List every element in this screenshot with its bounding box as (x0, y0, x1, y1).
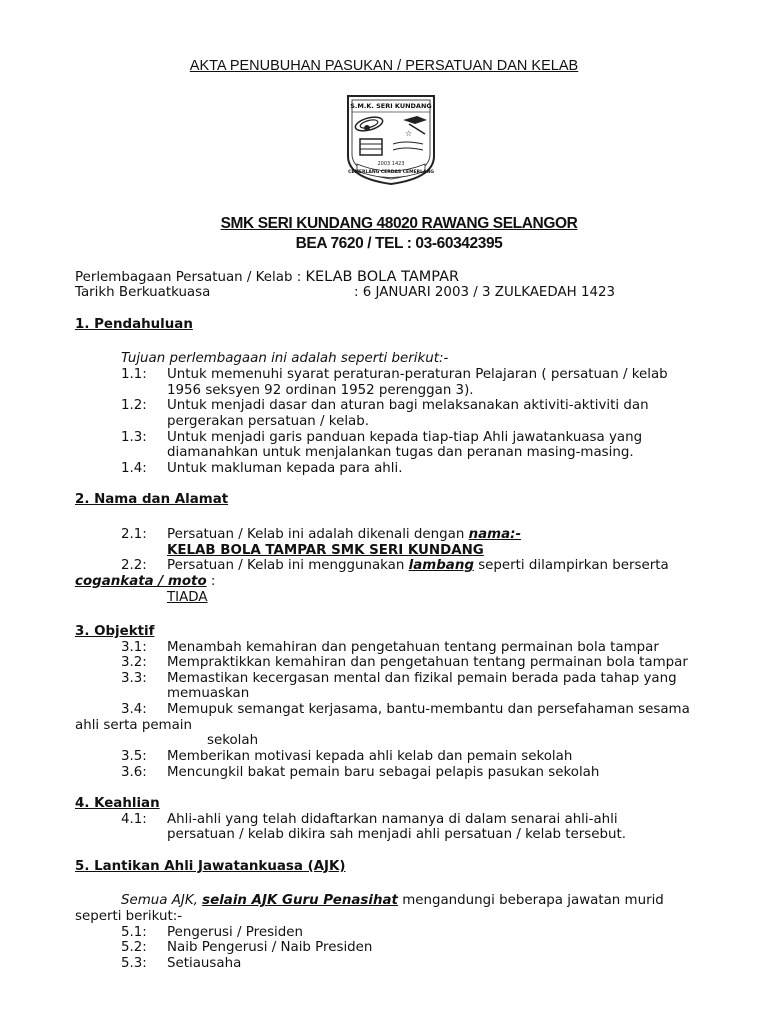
item-2-2-number: 2.2: (121, 558, 147, 573)
item-2-2-motto-row (75, 574, 215, 590)
section-5-intro-rest: mengandungi beberapa jawatan murid (397, 893, 664, 908)
section-5-intro (121, 893, 664, 909)
svg-text:☆: ☆ (405, 129, 413, 138)
item-3-3-number: 3.3: (121, 671, 147, 686)
section-5-heading: 5. Lantikan Ahli Jawatankuasa (AJK) (75, 859, 346, 874)
item-2-2-emphasis: lambang (408, 558, 474, 573)
item-1-4-line-1: Untuk makluman kepada para ahli. (167, 461, 403, 476)
section-4-heading: 4. Keahlian (75, 796, 160, 811)
section-1-intro: Tujuan perlembagaan ini adalah seperti berikut:- (121, 351, 449, 366)
item-3-3-text-wrap: memuaskan (167, 686, 250, 701)
school-code-tel-line: BEA 7620 / TEL : 03-60342395 (295, 235, 503, 252)
section-5-intro-lead: Semua AJK, (121, 893, 203, 908)
club-info-row (75, 269, 459, 286)
item-1-4-number: 1.4: (121, 461, 147, 476)
document-title: AKTA PENUBUHAN PASUKAN / PERSATUAN DAN KELAB (189, 58, 579, 74)
item-2-2-text (167, 558, 669, 574)
logo-ribbon-text: CEMERLANG CERDAS CEMERLANG (348, 170, 434, 175)
effective-date-label: Tarikh Berkuatkuasa (75, 285, 211, 300)
section-5-intro-emphasis: selain AJK Guru Penasihat (202, 893, 398, 908)
section-3-heading: 3. Objektif (75, 624, 155, 639)
item-3-5-text: Memberikan motivasi kepada ahli kelab dan pemain sekolah (167, 749, 573, 764)
item-5-2-number: 5.2: (121, 940, 147, 955)
section-5-intro-wrap: seperti berikut:- (75, 909, 183, 924)
item-4-1-line-1: Ahli-ahli yang telah didaftarkan namanya di dalam senarai ahli-ahli (167, 812, 618, 827)
item-1-2-line-1: Untuk menjadi dasar dan aturan bagi melaksanakan aktiviti-aktiviti dan (167, 398, 649, 413)
item-3-1-text: Menambah kemahiran dan pengetahuan tentang permainan bola tampar (167, 640, 659, 655)
item-3-4-text-wrap: ahli serta pemain (75, 718, 193, 733)
item-1-1-number: 1.1: (121, 367, 147, 382)
effective-date-value: : 6 JANUARI 2003 / 3 ZULKAEDAH 1423 (354, 285, 616, 300)
club-value: KELAB BOLA TAMPAR (305, 269, 460, 285)
club-label: Perlembagaan Persatuan / Kelab : (75, 270, 302, 285)
item-2-2-lead: Persatuan / Kelab ini menggunakan (167, 558, 409, 573)
item-4-1-number: 4.1: (121, 812, 147, 827)
item-1-3-line-2: diamanahkan untuk menjalankan tugas dan peranan masing-masing. (167, 445, 634, 460)
item-1-3-number: 1.3: (121, 430, 147, 445)
item-3-1-number: 3.1: (121, 640, 147, 655)
item-1-1-line-1: Untuk memenuhi syarat peraturan-peraturan Pelajaran ( persatuan / kelab (167, 367, 668, 382)
item-5-1-number: 5.1: (121, 925, 147, 940)
item-3-4-number: 3.4: (121, 702, 147, 717)
item-3-6-text: Mencungkil bakat pemain baru sebagai pelapis pasukan sekolah (167, 765, 600, 780)
item-3-2-text: Mempraktikkan kemahiran dan pengetahuan tentang permainan bola tampar (167, 655, 688, 670)
school-crest-logo (345, 94, 437, 186)
item-3-2-number: 3.2: (121, 655, 147, 670)
item-2-2-rest: seperti dilampirkan berserta (473, 558, 669, 573)
club-official-name: KELAB BOLA TAMPAR SMK SERI KUNDANG (167, 543, 484, 558)
logo-top-text: S.M.K. SERI KUNDANG (350, 102, 432, 110)
item-2-1-emphasis: nama:- (468, 527, 522, 542)
item-2-1-number: 2.1: (121, 527, 147, 542)
item-1-2-line-2: pergerakan persatuan / kelab. (167, 414, 370, 429)
section-2-heading: 2. Nama dan Alamat (75, 492, 229, 507)
item-1-1-line-2: 1956 seksyen 92 ordinan 1952 perenggan 3). (167, 383, 474, 398)
item-3-3-text: Memastikan kecergasan mental dan fizikal pemain berada pada tahap yang (167, 671, 677, 686)
item-3-5-number: 3.5: (121, 749, 147, 764)
item-5-2-text: Naib Pengerusi / Naib Presiden (167, 940, 373, 955)
motto-value: TIADA (167, 590, 208, 605)
item-2-1-lead: Persatuan / Kelab ini adalah dikenali dengan (167, 527, 469, 542)
item-3-6-number: 3.6: (121, 765, 147, 780)
item-5-3-number: 5.3: (121, 956, 147, 971)
item-1-3-line-1: Untuk menjadi garis panduan kepada tiap-tiap Ahli jawatankuasa yang (167, 430, 643, 445)
motto-label: cogankata / moto (75, 574, 207, 589)
section-1-heading: 1. Pendahuluan (75, 317, 193, 332)
item-4-1-line-2: persatuan / kelab dikira sah menjadi ahli persatuan / kelab tersebut. (167, 827, 627, 842)
school-address-line: SMK SERI KUNDANG 48020 RAWANG SELANGOR (220, 215, 578, 232)
logo-year-text: 2003 1423 (377, 161, 405, 167)
item-5-1-text: Pengerusi / Presiden (167, 925, 303, 940)
item-2-1-text (167, 527, 521, 543)
item-3-4-text: Memupuk semangat kerjasama, bantu-membantu dan persefahaman sesama (167, 702, 690, 717)
item-5-3-text: Setiausaha (167, 956, 242, 971)
motto-colon: : (206, 574, 216, 589)
item-1-2-number: 1.2: (121, 398, 147, 413)
item-3-4-text-indent: sekolah (207, 733, 259, 748)
